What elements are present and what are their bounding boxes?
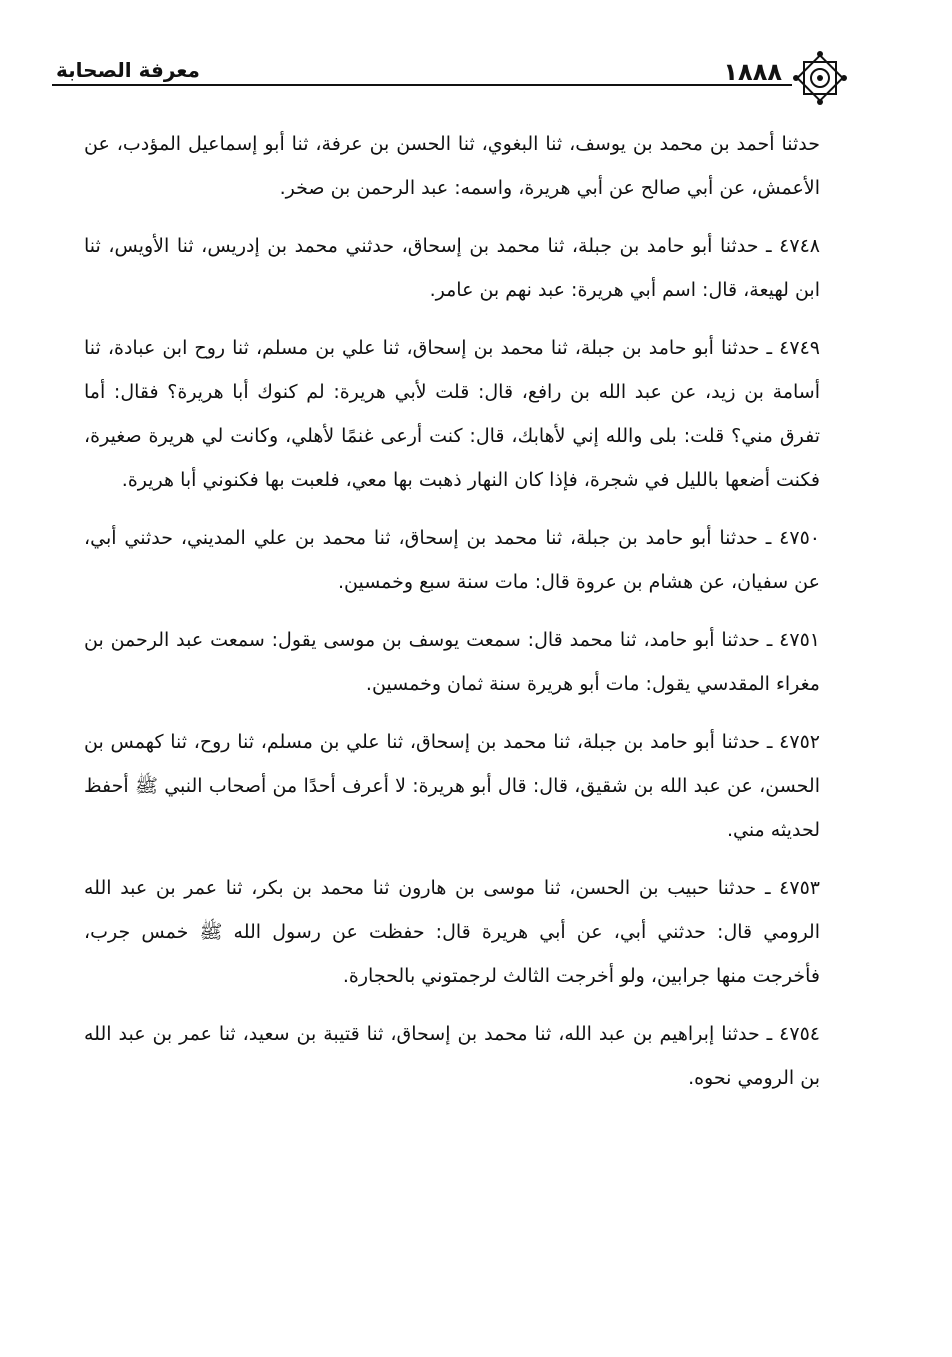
paragraph-text: ٤٧٥٠ ـ حدثنا أبو حامد بن جبلة، ثنا محمد بن إسحاق، ثنا محمد بن علي المديني، حدثني أبي، عن سفيان، عن هشام بن عروة قال: مات سنة سبع وخمسين. bbox=[84, 527, 820, 593]
paragraph-text: ٤٧٤٩ ـ حدثنا أبو حامد بن جبلة، ثنا محمد بن إسحاق، ثنا علي بن مسلم، ثنا روح ابن عبادة، ثنا أسامة بن زيد، عن عبد الله بن رافع، قال: قلت لأبي هريرة: لم كنوك أبا هريرة؟ فقال: أما تفرق مني؟ قلت: بلى والله إني لأهابك، قال: كنت أرعى غنمًا لأهلي، وكانت لي هريرة صغيرة، فكنت أضعها بالليل في شجرة، فإذا كان النهار ذهبت بها معي، فلعبت بها فكنوني أبا هريرة. bbox=[84, 337, 820, 491]
paragraph-text: ٤٧٤٨ ـ حدثنا أبو حامد بن جبلة، ثنا محمد بن إسحاق، حدثني محمد بن إدريس، ثنا الأويس، ثنا ابن لهيعة، قال: اسم أبي هريرة: عبد نهم بن عامر. bbox=[84, 235, 820, 301]
paragraph-4749 bbox=[84, 326, 846, 502]
paragraph-4754 bbox=[84, 1012, 846, 1100]
paragraph-text: حدثنا أحمد بن محمد بن يوسف، ثنا البغوي، ثنا الحسن بن عرفة، ثنا أبو إسماعيل المؤدب، عن الأعمش، عن أبي صالح عن أبي هريرة، واسمه: عبد الرحمن بن صخر. bbox=[84, 133, 820, 199]
paragraph-intro bbox=[84, 122, 846, 210]
paragraph-text: ٤٧٥٤ ـ حدثنا إبراهيم بن عبد الله، ثنا محمد بن إسحاق، ثنا قتيبة بن سعيد، ثنا عمر بن عبد الله بن الرومي نحوه. bbox=[84, 1023, 820, 1089]
header-rule bbox=[52, 84, 792, 86]
paragraph-4753 bbox=[84, 866, 846, 998]
paragraph-text: ٤٧٥١ ـ حدثنا أبو حامد، ثنا محمد قال: سمعت يوسف بن موسى يقول: سمعت عبد الرحمن بن مغراء المقدسي يقول: مات أبو هريرة سنة ثمان وخمسين. bbox=[84, 629, 820, 695]
star-octagon-ornament-icon bbox=[792, 50, 848, 106]
page-number: ١٨٨٨ bbox=[723, 58, 782, 86]
paragraph-4750 bbox=[84, 516, 846, 604]
paragraph-4751 bbox=[84, 618, 846, 706]
paragraph-text: ٤٧٥٢ ـ حدثنا أبو حامد بن جبلة، ثنا محمد بن إسحاق، ثنا علي بن مسلم، ثنا روح، ثنا كهمس بن الحسن، عن عبد الله بن شقيق، قال: قال أبو هريرة: لا أعرف أحدًا من أصحاب النبي ﷺ أحفظ لحديثه مني. bbox=[84, 731, 820, 841]
paragraph-4748 bbox=[84, 224, 846, 312]
running-title: معرفة الصحابة bbox=[56, 58, 200, 82]
paragraph-text: ٤٧٥٣ ـ حدثنا حبيب بن الحسن، ثنا موسى بن هارون ثنا محمد بن بكر، ثنا عمر بن عبد الله الرومي قال: حدثني أبي، عن أبي هريرة قال: حفظت عن رسول الله ﷺ خمس جرب، فأخرجت منها جرابين، ولو أخرجت الثالث لرجمتوني بالحجارة. bbox=[84, 877, 820, 987]
paragraph-4752 bbox=[84, 720, 846, 852]
page-body bbox=[84, 122, 846, 1114]
